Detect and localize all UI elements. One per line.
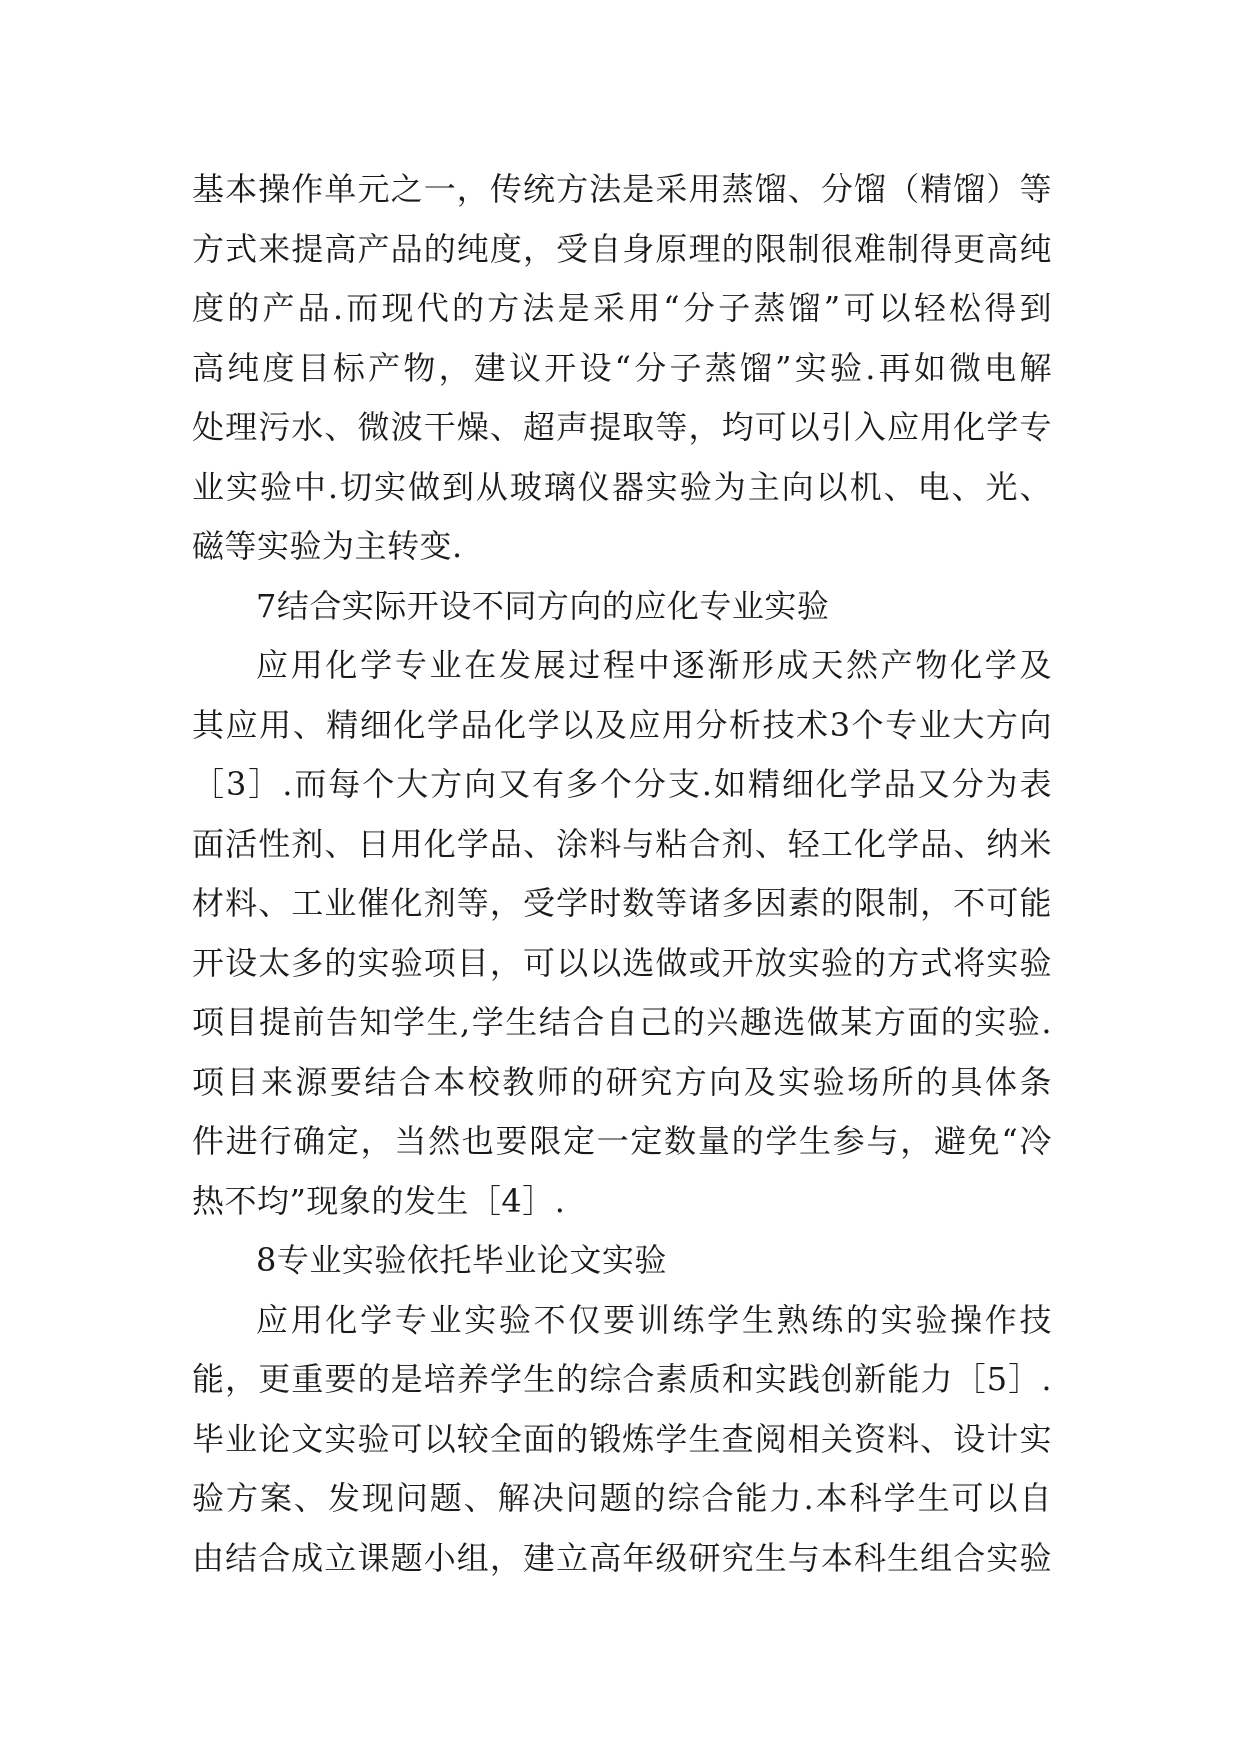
text-line: 开设太多的实验项目，可以以选做或开放实验的方式将实验 xyxy=(192,943,1052,982)
document-body xyxy=(192,160,1052,1588)
text-line: 度的产品.而现代的方法是采用“分子蒸馏”可以轻松得到 xyxy=(192,289,1052,327)
text-line: 高纯度目标产物，建议开设“分子蒸馏”实验.再如微电解 xyxy=(192,348,1052,387)
text-line: 应用化学专业实验不仅要训练学生熟练的实验操作技 xyxy=(256,1300,1052,1339)
text-line: 应用化学专业在发展过程中逐渐形成天然产物化学及 xyxy=(256,646,1052,684)
text-line: 面活性剂、日用化学品、涂料与粘合剂、轻工化学品、纳米 xyxy=(192,824,1052,863)
text-line: 毕业论文实验可以较全面的锻炼学生查阅相关资料、设计实 xyxy=(192,1419,1052,1458)
text-line: 业实验中.切实做到从玻璃仪器实验为主向以机、电、光、 xyxy=(192,467,1052,506)
text-line: 基本操作单元之一，传统方法是采用蒸馏、分馏（精馏）等 xyxy=(192,170,1052,208)
text-line: 由结合成立课题小组，建立高年级研究生与本科生组合实验 xyxy=(192,1538,1052,1577)
text-line: 其应用、精细化学品化学以及应用分析技术3个专业大方向 xyxy=(192,705,1052,744)
text-line: 项目提前告知学生,学生结合自己的兴趣选做某方面的实验. xyxy=(192,1003,1052,1041)
text-line: 方式来提高产品的纯度，受自身原理的限制很难制得更高纯 xyxy=(192,229,1052,268)
section-heading: 8专业实验依托毕业论文实验 xyxy=(256,1241,667,1279)
text-line: 磁等实验为主转变. xyxy=(192,527,463,565)
text-line: 项目来源要结合本校教师的研究方向及实验场所的具体条 xyxy=(192,1062,1052,1101)
text-line: 件进行确定，当然也要限定一定数量的学生参与，避免“冷 xyxy=(192,1122,1052,1160)
text-line: 热不均”现象的发生［4］. xyxy=(192,1181,566,1220)
text-line: 验方案、发现问题、解决问题的综合能力.本科学生可以自 xyxy=(192,1479,1052,1517)
text-line: ［3］.而每个大方向又有多个分支.如精细化学品又分为表 xyxy=(192,765,1052,803)
text-line: 处理污水、微波干燥、超声提取等，均可以引入应用化学专 xyxy=(192,408,1052,446)
text-line: 能，更重要的是培养学生的综合素质和实践创新能力［5］. xyxy=(192,1360,1052,1398)
section-heading: 7结合实际开设不同方向的应化专业实验 xyxy=(256,586,830,625)
text-line: 材料、工业催化剂等，受学时数等诸多因素的限制，不可能 xyxy=(192,884,1052,922)
